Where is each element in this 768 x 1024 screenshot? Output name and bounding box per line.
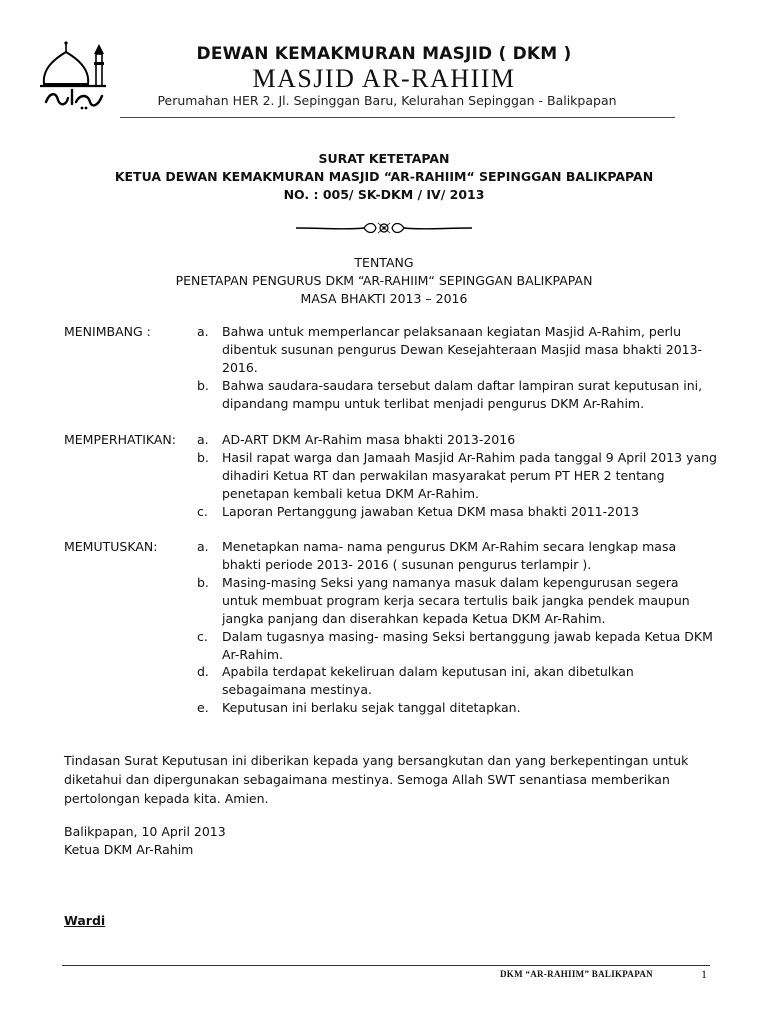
letterhead-divider: [120, 117, 675, 118]
list-item: [197, 377, 717, 413]
item-marker: a.: [197, 539, 209, 554]
item-marker: c.: [197, 629, 208, 644]
list-item: [197, 431, 717, 449]
item-marker: b.: [197, 575, 209, 590]
item-text: AD-ART DKM Ar-Rahim masa bhakti 2013-2016: [222, 432, 516, 447]
ornament-divider-icon: [294, 220, 474, 236]
item-text: Apabila terdapat kekeliruan dalam keputusan ini, akan dibetulkan sebagaimana mestinya.: [222, 664, 634, 697]
item-marker: b.: [197, 378, 209, 393]
list-item: [197, 628, 717, 664]
item-marker: e.: [197, 700, 209, 715]
letterhead-address: Perumahan HER 2. Jl. Sepinggan Baru, Kelurahan Sepinggan - Balikpapan: [157, 93, 617, 108]
item-marker: a.: [197, 324, 209, 339]
footer-text: DKM “AR-RAHIIM” BALIKPAPAN: [500, 969, 653, 979]
item-text: Bahwa untuk memperlancar pelaksanaan kegiatan Masjid A-Rahim, perlu dibentuk susunan pengurus Dewan Kesejahteraan Masjid masa bhakti 2013-2016.: [222, 324, 703, 375]
list-item: [197, 699, 717, 717]
closing-paragraph: Tindasan Surat Keputusan ini diberikan kepada yang bersangkutan dan yang berkepentingan untuk diketahui dan dipergunakan sebagaimana mestinya. Semoga Allah SWT senantiasa memberikan pertolongan kepada kita. Amien.: [64, 753, 689, 806]
letterhead-org: DEWAN KEMAKMURAN MASJID ( DKM ): [196, 44, 572, 64]
list-item: [197, 503, 717, 521]
document-number: NO. : 005/ SK-DKM / IV/ 2013: [283, 187, 485, 202]
signature-place-date: Balikpapan, 10 April 2013: [64, 824, 226, 839]
section-label-memutuskan: MEMUTUSKAN:: [64, 539, 158, 554]
footer-divider: [62, 965, 710, 966]
subject-period: MASA BHAKTI 2013 – 2016: [300, 291, 468, 306]
subject-heading: TENTANG: [354, 255, 414, 270]
list-item: [197, 663, 717, 699]
item-text: Dalam tugasnya masing- masing Seksi bertanggung jawab kepada Ketua DKM Ar-Rahim.: [222, 629, 713, 662]
item-text: Menetapkan nama- nama pengurus DKM Ar-Rahim secara lengkap masa bhakti periode 2013- 2016 ( susunan pengurus terlampir ).: [222, 539, 677, 572]
item-marker: a.: [197, 432, 209, 447]
item-text: Hasil rapat warga dan Jamaah Masjid Ar-Rahim pada tanggal 9 April 2013 yang dihadiri Ketua RT dan perwakilan masyarakat perum PT HER 2 tentang penetapan kembali ketua DKM Ar-Rahim.: [222, 450, 717, 501]
list-item: [197, 323, 717, 377]
item-text: Bahwa saudara-saudara tersebut dalam daftar lampiran surat keputusan ini, dipandang mampu untuk terlibat menjadi pengurus DKM Ar-Rahim.: [222, 378, 703, 411]
subject-title: PENETAPAN PENGURUS DKM “AR-RAHIIM“ SEPINGGAN BALIKPAPAN: [175, 273, 593, 288]
document-issuer: KETUA DEWAN KEMAKMURAN MASJID “AR-RAHIIM“ SEPINGGAN BALIKPAPAN: [114, 169, 654, 184]
page-number: 1: [701, 967, 707, 981]
section-label-memperhatikan: MEMPERHATIKAN:: [64, 432, 176, 447]
list-item: [197, 574, 717, 628]
list-item: [197, 449, 717, 503]
document-type: SURAT KETETAPAN: [318, 151, 450, 166]
item-marker: d.: [197, 664, 209, 679]
section-label-menimbang: MENIMBANG :: [64, 324, 151, 339]
item-text: Keputusan ini berlaku sejak tanggal ditetapkan.: [222, 700, 521, 715]
item-text: Masing-masing Seksi yang namanya masuk dalam kepengurusan segera untuk membuat program kerja secara tertulis baik jangka pendek maupun jangka panjang dan diserahkan kepada Ketua DKM Ar-Rahim.: [222, 575, 690, 626]
item-text: Laporan Pertanggung jawaban Ketua DKM masa bhakti 2011-2013: [222, 504, 639, 519]
letterhead-mosque-name: MASJID AR-RAHIIM: [252, 64, 516, 93]
signatory-name: Wardi: [64, 913, 106, 928]
signature-position: Ketua DKM Ar-Rahim: [64, 842, 194, 857]
list-item: [197, 538, 717, 574]
item-marker: c.: [197, 504, 208, 519]
item-marker: b.: [197, 450, 209, 465]
